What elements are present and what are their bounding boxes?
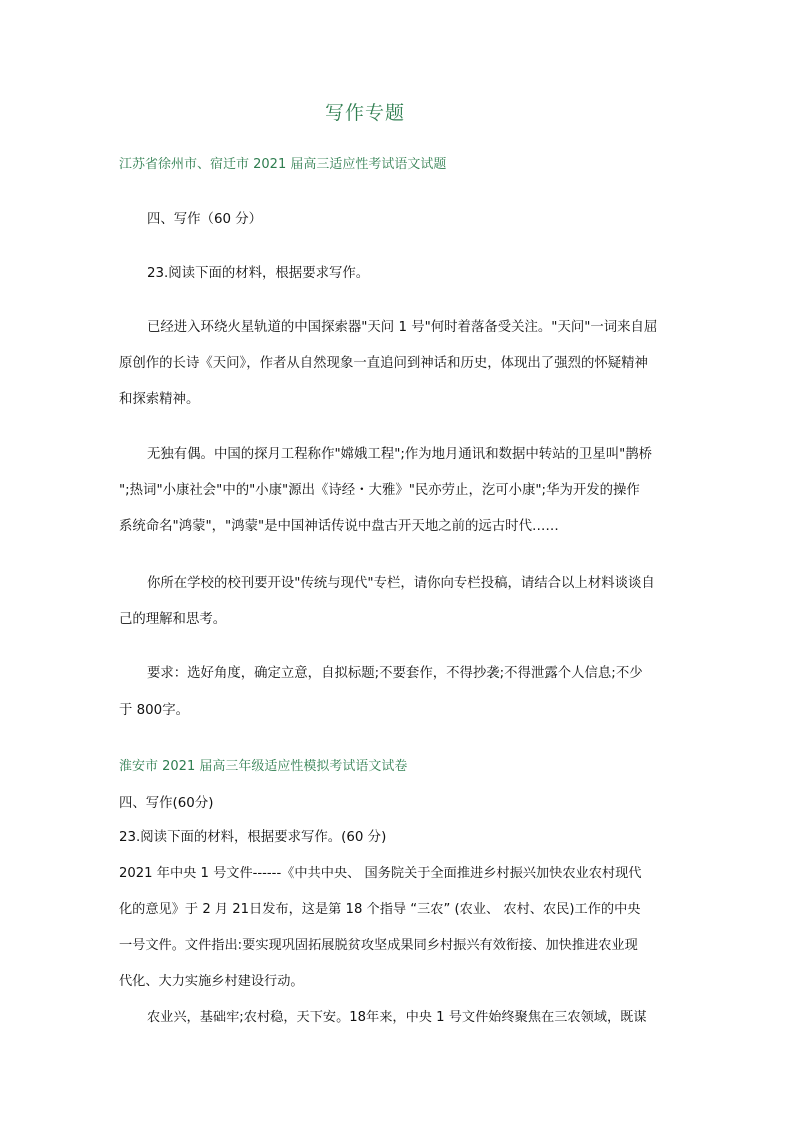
paragraph-line: 原创作的长诗《天问》，作者从自然现象一直追问到神话和历史，体现出了强烈的怀疑精神 (119, 356, 648, 371)
section-heading-huaian: 淮安市 2021 届高三年级适应性模拟考试语文试卷 (119, 759, 408, 774)
paragraph-line: 已经进入环绕火星轨道的中国探索器"天问 1 号"何时着落备受关注。"天问"一词来自屈 (147, 320, 658, 335)
paragraph-line: ";热词"小康社会"中的"小康"源出《诗经・大雅》"民亦劳止，汔可小康";华为开发的操作 (119, 483, 640, 498)
writing-part-label: 四、写作(60分) (119, 796, 214, 811)
page-title: 写作专题 (324, 102, 405, 124)
paragraph-line: 代化、大力实施乡村建设行动。 (119, 974, 304, 989)
paragraph-line: 系统命名"鸿蒙"，"鸿蒙"是中国神话传说中盘古开天地之前的远古时代…… (119, 519, 559, 534)
requirements-line: 要求：选好角度，确定立意，自拟标题;不要套作，不得抄袭;不得泄露个人信息;不少 (147, 666, 643, 681)
paragraph-line: 无独有偶。中国的探月工程称作"嫦娥工程";作为地月通讯和数据中转站的卫星叫"鹊桥 (147, 447, 653, 462)
section-heading-xuzhou: 江苏省徐州市、宿迁市 2021 届高三适应性考试语文试题 (119, 157, 447, 172)
question-prompt: 23.阅读下面的材料，根据要求写作。(60 分) (119, 830, 387, 845)
question-prompt: 23.阅读下面的材料，根据要求写作。 (147, 266, 370, 281)
paragraph-line: 你所在学校的校刊要开设"传统与现代"专栏，请你向专栏投稿，请结合以上材料谈谈自 (147, 576, 655, 591)
paragraph-line: 一号文件。文件指出:要实现巩固拓展脱贫攻坚成果同乡村振兴有效衔接、加快推进农业现 (119, 938, 638, 953)
requirements-line: 于 800字。 (119, 703, 189, 718)
paragraph-line: 和探索精神。 (119, 392, 200, 407)
paragraph-line: 化的意见》于 2 月 21日发布，这是第 18 个指导 “三农” (农业、 农村、农民)工作的中央 (119, 902, 641, 917)
paragraph-line: 农业兴，基础牢;农村稳，天下安。18年来，中央 1 号文件始终聚焦在三农领域，既谋 (147, 1010, 647, 1025)
paragraph-line: 己的理解和思考。 (119, 612, 227, 627)
writing-part-label: 四、写作（60 分） (147, 212, 263, 227)
paragraph-line: 2021 年中央 1 号文件------《中共中央、 国务院关于全面推进乡村振兴加快农业农村现代 (119, 866, 642, 881)
